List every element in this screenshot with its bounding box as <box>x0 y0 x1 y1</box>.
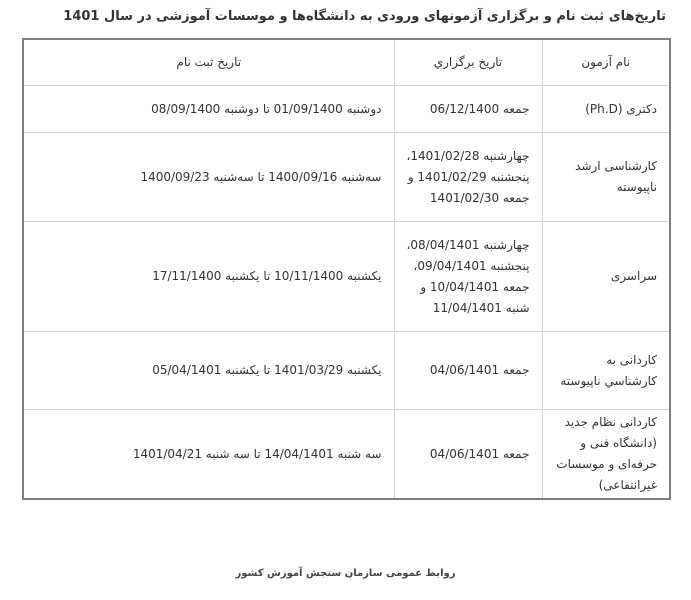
held-date-cell: جمعه 04/06/1401 <box>394 410 542 500</box>
held-date-cell: چهارشنبه 1401/02/28، پنجشنبه 1401/02/29 و جمعه 1401/02/30 <box>394 133 542 222</box>
registration-date-cell: سه شنبه 14/04/1401 تا سه شنبه 1401/04/21 <box>23 410 394 500</box>
exam-name-cell: دکتری (Ph.D) <box>542 86 670 133</box>
registration-date-cell: یکشنبه 10/11/1400 تا یکشنبه 17/11/1400 <box>23 222 394 332</box>
exam-name-cell: کاردانی به کارشناسي ناپیوسته <box>542 332 670 410</box>
footer-credit: روابط عمومی سازمان سنجش آموزش کشور <box>235 568 456 579</box>
table-header-row <box>23 39 670 86</box>
held-date-cell: چهارشنبه 08/04/1401، پنجشنبه 09/04/1401، جمعه 10/04/1401 و شنبه 11/04/1401 <box>394 222 542 332</box>
table-row <box>23 222 670 332</box>
held-date-cell: جمعه 04/06/1401 <box>394 332 542 410</box>
table-row <box>23 86 670 133</box>
page-title: تاریخ‌های ثبت نام و برگزاری آزمونهای ورودی به دانشگاه‌ها و موسسات آموزشی در سال 1401 <box>63 9 666 24</box>
exam-name-cell: کارشناسی ارشد ناپیوسته <box>542 133 670 222</box>
exam-schedule-table <box>22 38 671 500</box>
table-row <box>23 133 670 222</box>
registration-date-cell: سه‌شنبه 1400/09/16 تا سه‌شنبه 1400/09/23 <box>23 133 394 222</box>
header-exam-name: نام آزمون <box>542 39 670 86</box>
exam-name-cell: کاردانی نظام جدید (دانشگاه فنی و حرفه‌ای و موسسات غیرانتفاعی) <box>542 410 670 500</box>
registration-date-cell: دوشنبه 01/09/1400 تا دوشنبه 08/09/1400 <box>23 86 394 133</box>
header-held-date: تاريخ برگزاري <box>394 39 542 86</box>
table-row <box>23 410 670 500</box>
held-date-cell: جمعه 06/12/1400 <box>394 86 542 133</box>
registration-date-cell: یکشنبه 1401/03/29 تا یکشنبه 05/04/1401 <box>23 332 394 410</box>
exam-name-cell: سراسری <box>542 222 670 332</box>
header-registration-date: تاریخ ثبت نام <box>23 39 394 86</box>
table-row <box>23 332 670 410</box>
